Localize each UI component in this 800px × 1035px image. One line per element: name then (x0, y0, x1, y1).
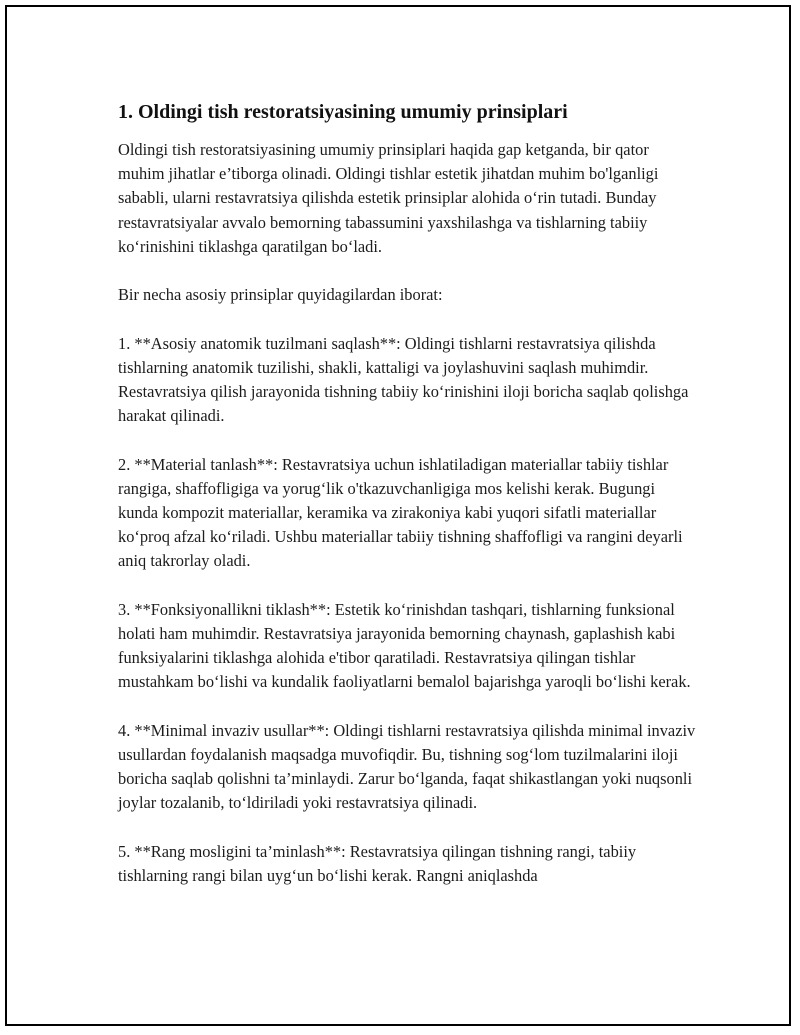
principle-3-paragraph: 3. **Fonksiyonallikni tiklash**: Estetik ko‘rinishdan tashqari, tishlarning funksional holati ham muhimdir. Restavratsiya jarayonida bemorning chaynash, gaplashish kabi funksiyalarini tiklashga alohida e'tibor qaratiladi. Restavratsiya qilingan tishlar mustahkam bo‘lishi va kundalik faoliyatlarni bemalol bajarishga yaroqli bo‘lishi kerak. (118, 599, 691, 692)
page-frame (5, 5, 791, 1026)
principles-lead-paragraph: Bir necha asosiy prinsiplar quyidagilardan iborat: (118, 285, 443, 305)
intro-paragraph: Oldingi tish restoratsiyasining umumiy prinsiplari haqida gap ketganda, bir qator muhim jihatlar e’tiborga olinadi. Oldingi tishlar estetik jihatdan muhim bo'lganligi sababli, ularni restavratsiya qilishda estetik prinsiplar alohida o‘rin tutadi. Bunday restavratsiyalar avvalo bemorning tabassumini yaxshilashga va tishlarning tabiiy ko‘rinishini tiklashga qaratilgan bo‘ladi. (118, 140, 659, 256)
section-heading: 1. Oldingi tish restoratsiyasining umumiy prinsiplari (118, 101, 568, 123)
document-body (118, 99, 698, 912)
principle-4-paragraph: 4. **Minimal invaziv usullar**: Oldingi tishlarni restavratsiya qilishda minimal invaziv usullardan foydalanish maqsadga muvofiqdir. Bu, tishning sog‘lom tuzilmalarini iloji boricha saqlab qolishni ta’minlaydi. Zarur bo‘lganda, faqat shikastlangan yoki nuqsonli joylar tozalanib, to‘ldiriladi yoki restavratsiya qilinadi. (118, 720, 696, 813)
principle-1-paragraph: 1. **Asosiy anatomik tuzilmani saqlash**: Oldingi tishlarni restavratsiya qilishda tishlarning anatomik tuzilishi, shakli, kattaligi va joylashuvini saqlash muhimdir. Restavratsiya qilish jarayonida tishning tabiiy ko‘rinishini iloji boricha saqlab qolishga harakat qilinadi. (118, 333, 689, 426)
principle-5-paragraph: 5. **Rang mosligini ta’minlash**: Restavratsiya qilingan tishning rangi, tabiiy tishlarning rangi bilan uyg‘un bo‘lishi kerak. Rangni aniqlashda (118, 841, 637, 885)
principle-2-paragraph: 2. **Material tanlash**: Restavratsiya uchun ishlatiladigan materiallar tabiiy tishlar rangiga, shaffofligiga va yorug‘lik o'tkazuvchanligiga mos kelishi kerak. Bugungi kunda kompozit materiallar, keramika va zirakoniya kabi yuqori sifatli materiallar ko‘proq afzal ko‘riladi. Ushbu materiallar tabiiy tishning shaffofligi va rangini deyarli aniq takrorlay oladi. (118, 454, 683, 571)
